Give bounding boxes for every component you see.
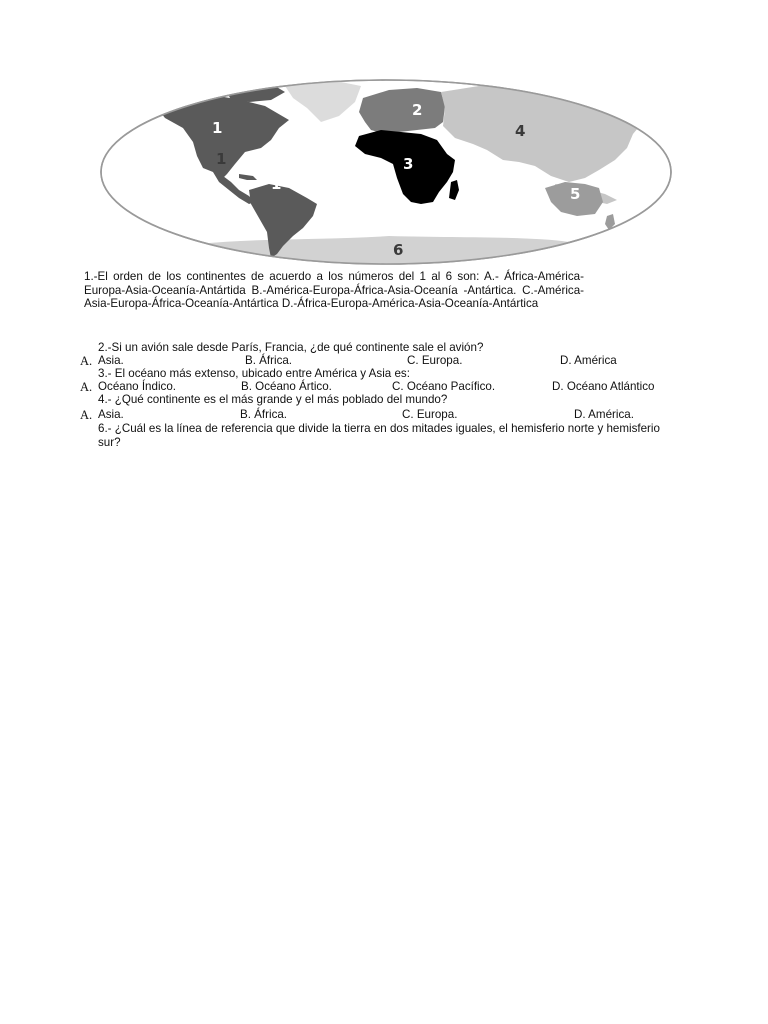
q3-option-d: D. Océano Atlántico <box>552 380 655 393</box>
q4-option-a: Asia. <box>98 408 124 421</box>
label-asia: 4 <box>515 122 526 140</box>
label-antarctica: 6 <box>393 241 404 259</box>
question-3: 3.- El océano más extenso, ubicado entre América y Asia es: <box>98 367 410 380</box>
option-marker: A. <box>80 408 93 422</box>
q4-option-c: C. Europa. <box>402 408 458 421</box>
q2-option-b: B. África. <box>245 354 293 367</box>
question-6: 6.- ¿Cuál es la línea de referencia que divide la tierra en dos mitades iguales, el hemisferio norte y hemisferio sur? <box>98 422 660 449</box>
label-oceania: 5 <box>570 185 581 203</box>
q4-option-d: D. América. <box>574 408 634 421</box>
q4-option-b: B. África. <box>240 408 288 421</box>
q2-option-c: C. Europa. <box>407 354 463 367</box>
option-marker: A. <box>80 354 93 368</box>
q2-option-a: Asia. <box>98 354 124 367</box>
question-2: 2.-Si un avión sale desde París, Francia, ¿de qué continente sale el avión? <box>98 341 484 354</box>
q3-option-a: Océano Índico. <box>98 380 176 393</box>
question-4-options <box>80 408 680 422</box>
q3-option-b: B. Océano Ártico. <box>241 380 332 393</box>
q2-option-d: D. América <box>560 354 617 367</box>
question-1: 1.-El orden de los continentes de acuerdo a los números del 1 al 6 son: A.- África-América-Europa-Asia-Oceanía-Antártida B.-América-Europa-África-Asia-Oceanía -Antártica. C.-América-Asia-Europa-África-Oceanía-Antártica D.-África-Europa-América-Asia-Oceanía-Antártica <box>84 270 584 311</box>
question-4: 4.- ¿Qué continente es el más grande y el más poblado del mundo? <box>98 393 448 406</box>
question-2-options <box>80 354 680 368</box>
option-marker: A. <box>80 380 93 394</box>
label-africa: 3 <box>403 155 414 173</box>
world-map <box>99 78 673 266</box>
label-central-america: 1 <box>216 150 227 168</box>
label-south-america: 1 <box>271 175 282 193</box>
label-europe: 2 <box>412 101 423 119</box>
question-3-options <box>80 380 680 394</box>
label-north-america: 1 <box>212 119 223 137</box>
world-map-svg <box>99 78 673 266</box>
q3-option-c: C. Océano Pacífico. <box>392 380 496 393</box>
